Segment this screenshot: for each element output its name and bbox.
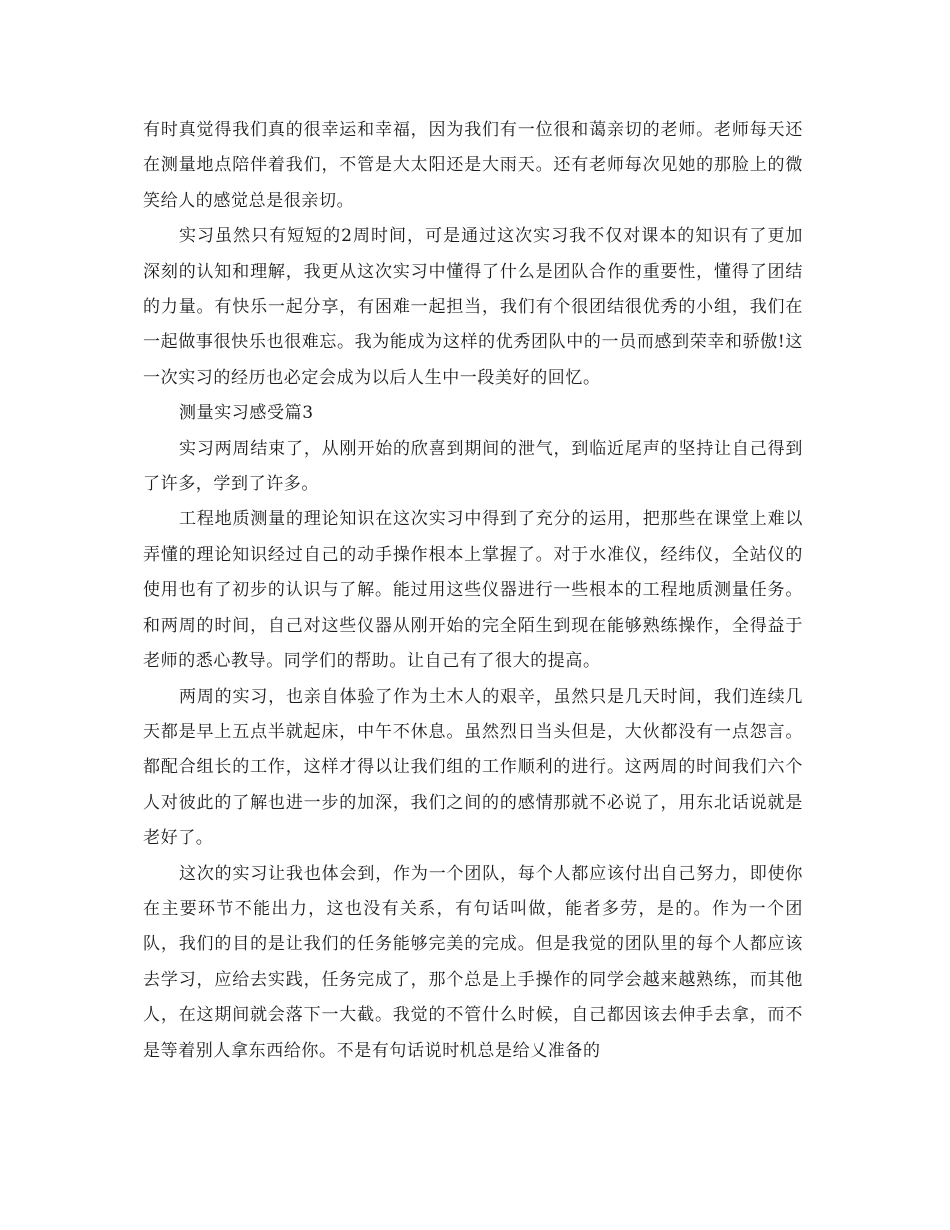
paragraph-team-effort: 这次的实习让我也体会到，作为一个团队，每个人都应该付出自己努力，即使你在主要环节不能出力，这也没有关系，有句话叫做，能者多劳，是的。作为一个团队，我们的目的是让我们的任务能够完美的完成。但是我觉的团队里的每个人都应该去学习，应给去实践，任务完成了，那个总是上手操作的同学会越来越熟练，而其他人，在这期间就会落下一大截。我觉的不管什么时候，自己都因该去伸手去拿，而不是等着别人拿东西给你。不是有句话说时机总是给乂准备的 bbox=[143, 863, 803, 1061]
paragraph-teacher: 有时真觉得我们真的很幸运和幸福，因为我们有一位很和蔼亲切的老师。老师每天还在测量地点陪伴着我们，不管是大太阳还是大雨天。还有老师每次见她的那脸上的微笑给人的感觉总是很亲切。 bbox=[143, 120, 803, 211]
paragraph-teamwork: 实习虽然只有短短的2周时间，可是通过这次实习我不仅对课本的知识有了更加深刻的认知和理解，我更从这次实习中懂得了什么是团队合作的重要性，懂得了团结的力量。有快乐一起分享，有困难一起担当，我们有个很团结很优秀的小组，我们在一起做事很快乐也很难忘。我为能成为这样的优秀团队中的一员而感到荣幸和骄傲!这一次实习的经历也必定会成为以后人生中一段美好的回忆。 bbox=[143, 226, 803, 388]
paragraph-intro: 实习两周结束了，从刚开始的欣喜到期间的泄气，到临近尾声的坚持让自己得到了许多，学到了许多。 bbox=[143, 438, 803, 495]
section-heading: 测量实习感受篇3 bbox=[179, 403, 314, 424]
paragraph-theory: 工程地质测量的理论知识在这次实习中得到了充分的运用，把那些在课堂上难以弄懂的理论知识经过自己的动手操作根本上掌握了。对于水准仪，经纬仪，全站仪的使用也有了初步的认识与了解。能过用这些仪器进行一些根本的工程地质测量任务。和两周的时间，自己对这些仪器从刚开始的完全陌生到现在能够熟练操作，全得益于老师的悉心教导。同学们的帮助。让自己有了很大的提高。 bbox=[143, 509, 803, 672]
document-body bbox=[143, 113, 803, 1069]
paragraph-hardship: 两周的实习，也亲自体验了作为土木人的艰辛，虽然只是几天时间，我们连续几天都是早上五点半就起床，中午不休息。虽然烈日当头但是，大伙都没有一点怨言。都配合组长的工作，这样才得以让我们组的工作顺利的进行。这两周的时间我们六个人对彼此的了解也进一步的加深，我们之间的的感情那就不必说了，用东北话说就是老好了。 bbox=[143, 686, 803, 849]
